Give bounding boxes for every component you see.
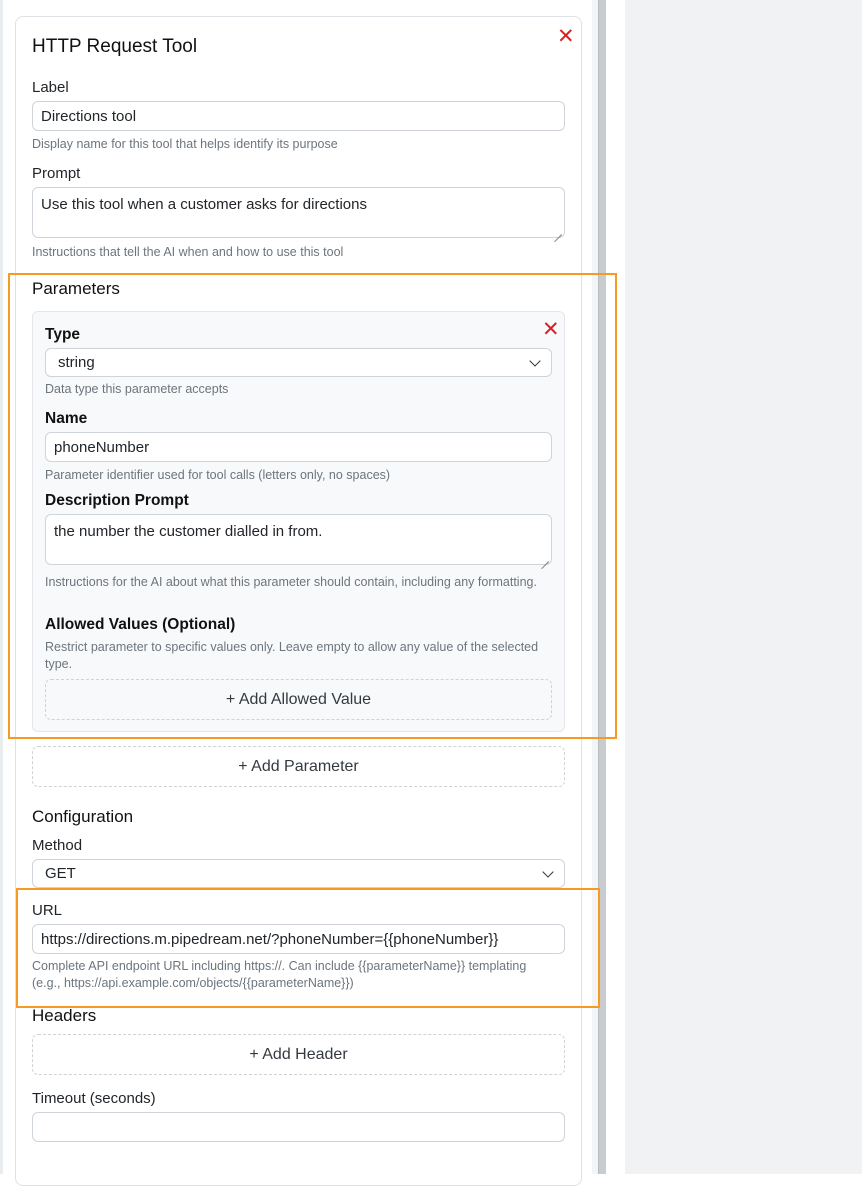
param-description-label: Description Prompt xyxy=(45,492,189,509)
scrollbar[interactable] xyxy=(598,0,606,1174)
param-type-label: Type xyxy=(45,326,81,343)
headers-heading: Headers xyxy=(32,1006,97,1025)
add-header-button[interactable]: + Add Header xyxy=(32,1034,565,1075)
label-input[interactable] xyxy=(32,101,565,131)
method-value: GET xyxy=(45,865,76,882)
right-panel xyxy=(625,0,862,1174)
method-label: Method xyxy=(32,837,83,854)
label-input-value: Directions tool xyxy=(41,107,137,125)
add-allowed-value-button[interactable]: + Add Allowed Value xyxy=(45,679,552,720)
chevron-down-icon xyxy=(542,866,553,877)
param-name-help: Parameter identifier used for tool calls (letters only, no spaces) xyxy=(45,468,391,482)
param-type-select[interactable] xyxy=(45,348,552,377)
param-description-help: Instructions for the AI about what this parameter should contain, including any formatting. xyxy=(45,575,537,589)
label-help: Display name for this tool that helps identify its purpose xyxy=(32,137,338,151)
url-input[interactable] xyxy=(32,924,565,954)
param-type-help: Data type this parameter accepts xyxy=(45,382,229,396)
allowed-values-label: Allowed Values (Optional) xyxy=(45,616,236,633)
prompt-textarea[interactable] xyxy=(32,187,565,238)
chevron-down-icon xyxy=(529,355,540,366)
url-help: Complete API endpoint URL including https://. Can include {{parameterName}} templating (e.g., https://api.example.com/objects/{{parameterName}}) xyxy=(32,959,527,990)
configuration-heading: Configuration xyxy=(32,807,134,826)
param-name-input[interactable] xyxy=(45,432,552,462)
resize-handle-icon[interactable] xyxy=(554,227,562,235)
url-input-value: https://directions.m.pipedream.net/?phoneNumber={{phoneNumber}} xyxy=(41,930,499,948)
close-icon[interactable]: ✕ xyxy=(542,318,560,341)
card-title: HTTP Request Tool xyxy=(32,36,198,57)
param-type-value: string xyxy=(58,354,95,371)
param-description-textarea[interactable] xyxy=(45,514,552,565)
left-border xyxy=(0,0,3,1174)
prompt-field-label: Prompt xyxy=(32,165,81,182)
method-select[interactable] xyxy=(32,859,565,888)
close-icon[interactable]: ✕ xyxy=(557,25,575,48)
prompt-help: Instructions that tell the AI when and how to use this tool xyxy=(32,245,344,259)
timeout-input[interactable] xyxy=(32,1112,565,1142)
add-parameter-button[interactable]: + Add Parameter xyxy=(32,746,565,787)
label-field-label: Label xyxy=(32,79,69,96)
param-name-label: Name xyxy=(45,410,88,427)
param-name-value: phoneNumber xyxy=(54,438,150,456)
url-label: URL xyxy=(32,902,63,919)
param-description-value: the number the customer dialled in from. xyxy=(54,523,323,540)
timeout-label: Timeout (seconds) xyxy=(32,1090,156,1107)
parameters-heading: Parameters xyxy=(32,279,120,298)
prompt-textarea-value: Use this tool when a customer asks for directions xyxy=(41,196,367,213)
allowed-values-help: Restrict parameter to specific values only. Leave empty to allow any value of the selected type. xyxy=(45,640,539,671)
resize-handle-icon[interactable] xyxy=(541,554,549,562)
